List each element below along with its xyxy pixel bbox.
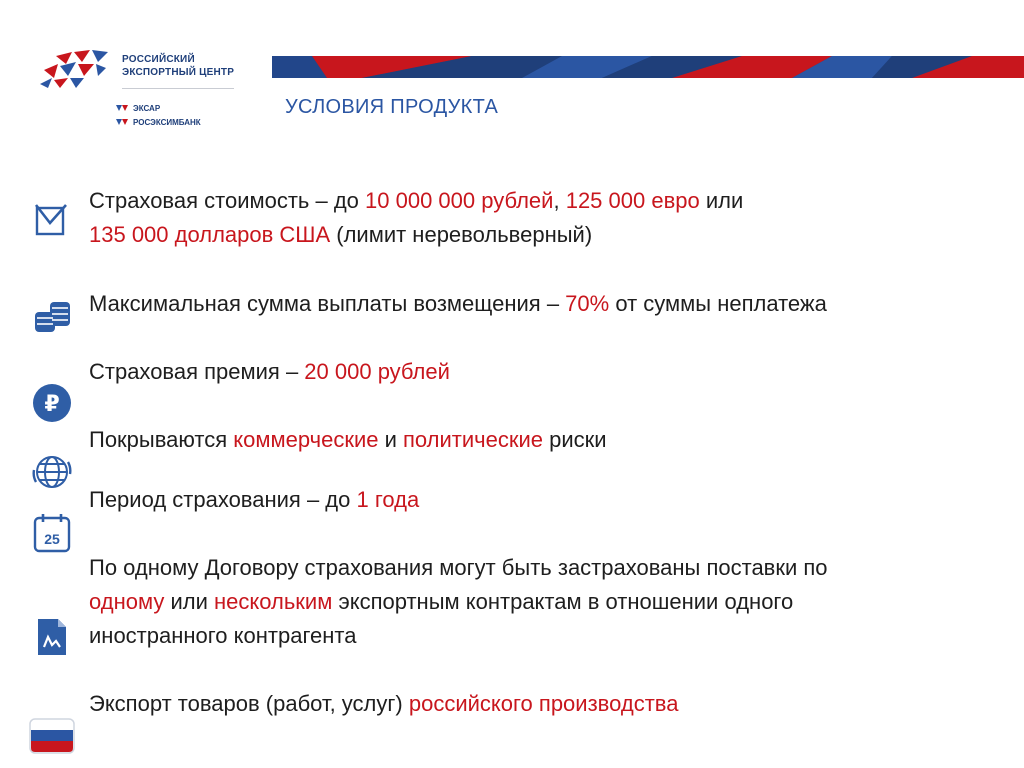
- russian-flag-icon: [29, 718, 75, 754]
- exiar-mark-icon: [116, 105, 128, 113]
- item-period: Период страхования – до 1 года: [89, 487, 420, 512]
- logo-sub-roseximbank: РОСЭКСИМБАНК: [116, 118, 201, 127]
- globe-icon: [32, 452, 72, 492]
- item-contract-line-3: иностранного контрагента: [89, 623, 357, 648]
- logo-name: РОССИЙСКИЙ ЭКСПОРТНЫЙ ЦЕНТР: [122, 54, 235, 78]
- item-export-origin: Экспорт товаров (работ, услуг) российского производства: [89, 691, 679, 716]
- item-insured-value-line-2: 135 000 долларов США (лимит неревольверный): [89, 222, 593, 247]
- ruble-icon: [32, 383, 72, 423]
- logo-divider: [122, 88, 234, 89]
- item-premium: Страховая премия – 20 000 рублей: [89, 359, 450, 384]
- logo-mark-icon: [38, 48, 110, 90]
- item-contract-line-2: одному или нескольким экспортным контрактам в отношении одного: [89, 589, 794, 614]
- page-title: УСЛОВИЯ ПРОДУКТА: [285, 96, 499, 118]
- checkbox-icon: [34, 203, 68, 237]
- item-insured-value-line-1: Страховая стоимость – до 10 000 000 рублей, 125 000 евро или: [89, 188, 744, 213]
- logo-sub-exiar: ЭКСАР: [116, 104, 160, 113]
- item-risks: Покрываются коммерческие и политические риски: [89, 427, 607, 452]
- roseximbank-mark-icon: [116, 119, 128, 127]
- coins-icon: [32, 296, 72, 336]
- calendar-icon: [32, 512, 72, 554]
- header-band: [272, 56, 1024, 78]
- item-max-payout: Максимальная сумма выплаты возмещения – 70% от суммы неплатежа: [89, 291, 827, 316]
- document-icon: [34, 617, 70, 657]
- item-contract-line-1: По одному Договору страхования могут быть застрахованы поставки по: [89, 555, 828, 580]
- svg-text:₽: ₽: [44, 392, 60, 417]
- logo: [38, 48, 238, 138]
- svg-text:25: 25: [44, 531, 60, 547]
